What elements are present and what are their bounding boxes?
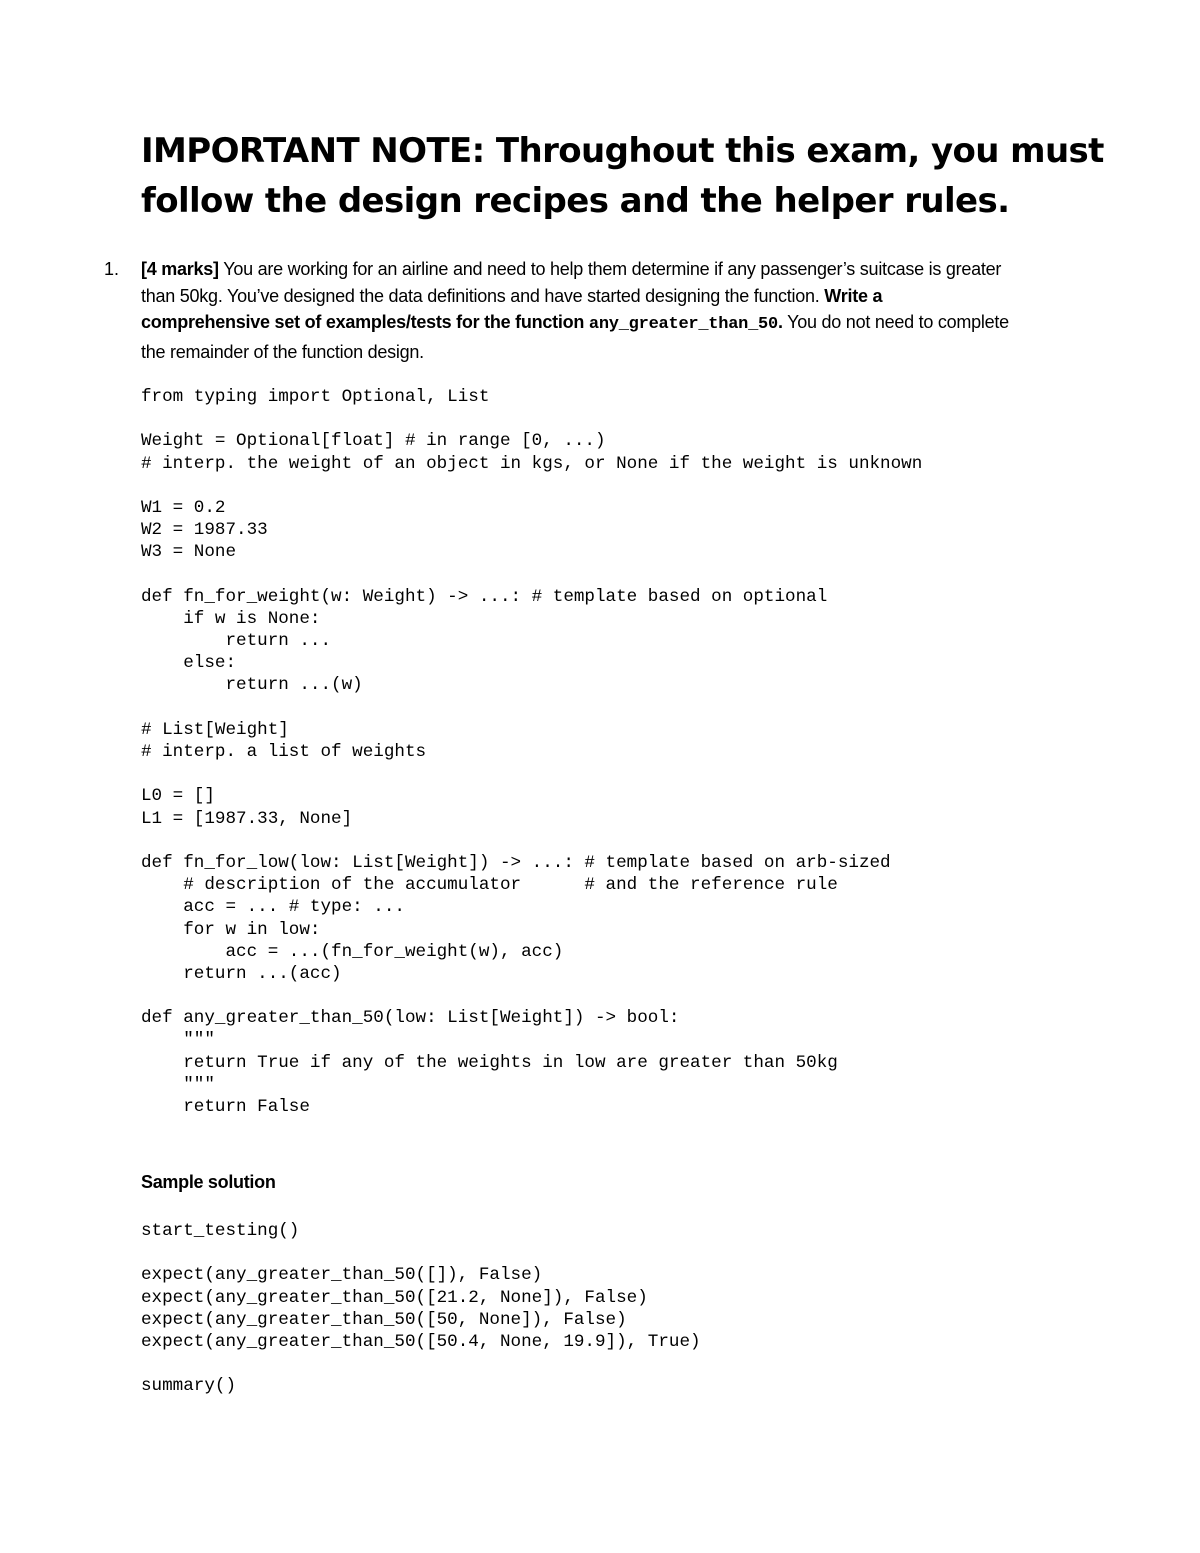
question-line-3 [141, 309, 1126, 339]
code-line: # description of the accumulator # and the reference rule [141, 875, 838, 896]
title-line-2: follow the design recipes and the helper rules. [141, 181, 1010, 221]
question-line-4: the remainder of the function design. [141, 341, 424, 362]
solution-heading: Sample solution [141, 1172, 276, 1192]
code-line: return False [141, 1097, 310, 1117]
solution-code-block [141, 1220, 701, 1398]
code-line: summary() [141, 1376, 237, 1397]
page-title [141, 126, 1131, 226]
code-line: Weight = Optional[float] # in range [0, ...) [141, 431, 606, 452]
code-line: return True if any of the weights in low are greater than 50kg [141, 1052, 838, 1073]
code-line: expect(any_greater_than_50([]), False) [141, 1265, 543, 1286]
code-line: if w is None: [141, 608, 321, 629]
question-line-3-bold: comprehensive set of examples/tests for the function [141, 312, 589, 332]
problem-code-block [141, 386, 922, 1118]
code-line: # List[Weight] [141, 719, 289, 740]
code-line [141, 1242, 701, 1264]
code-line: return ...(w) [141, 675, 363, 696]
code-line: W3 = None [141, 542, 237, 563]
question-line-2-text: than 50kg. You’ve designed the data definitions and have started designing the function. [141, 285, 825, 306]
code-line: def fn_for_low(low: List[Weight]) -> ...: # template based on arb-sized [141, 852, 891, 873]
code-line: start_testing() [141, 1221, 300, 1241]
code-line: return ... [141, 631, 332, 652]
code-line: # interp. the weight of an object in kgs, or None if the weight is unknown [141, 453, 923, 474]
code-line [141, 697, 922, 719]
question-text [141, 256, 1126, 365]
code-line [141, 564, 922, 586]
code-line: L0 = [] [141, 786, 215, 807]
title-line-1: IMPORTANT NOTE: Throughout this exam, you must [141, 131, 1104, 171]
code-line: expect(any_greater_than_50([21.2, None]), False) [141, 1287, 648, 1308]
code-line: """ [141, 1030, 215, 1051]
code-line [141, 1353, 701, 1375]
question-line-1-text: You are working for an airline and need to help them determine if any passenger’s suitcase is greater [218, 259, 1002, 279]
code-line: expect(any_greater_than_50([50, None]), False) [141, 1309, 627, 1330]
code-line [141, 408, 922, 430]
question-line-3-text: You do not need to complete [782, 312, 1009, 332]
code-line [141, 830, 922, 852]
code-line: for w in low: [141, 919, 321, 940]
question-line-3-period: . [777, 312, 783, 332]
code-line: from typing import Optional, List [141, 387, 490, 407]
code-line: """ [141, 1074, 215, 1095]
code-line: expect(any_greater_than_50([50.4, None, 19.9]), True) [141, 1331, 701, 1352]
code-line: W2 = 1987.33 [141, 520, 268, 541]
code-line: # interp. a list of weights [141, 742, 427, 762]
code-line [141, 985, 922, 1007]
code-line: return ...(acc) [141, 963, 342, 984]
code-line: acc = ... # type: ... [141, 897, 405, 918]
code-line: else: [141, 653, 237, 674]
marks-label: [4 marks] [141, 259, 219, 279]
code-line: def fn_for_weight(w: Weight) -> ...: # template based on optional [141, 586, 828, 607]
code-line: def any_greater_than_50(low: List[Weight]) -> bool: [141, 1008, 680, 1029]
code-line [141, 763, 922, 785]
question-line-1 [141, 256, 1126, 283]
question-number: 1. [104, 259, 120, 279]
question-line-2 [141, 283, 1126, 310]
code-line: acc = ...(fn_for_weight(w), acc) [141, 941, 564, 962]
code-line: L1 = [1987.33, None] [141, 808, 353, 829]
code-line [141, 475, 922, 497]
question-line-2-bold: Write a [824, 285, 883, 306]
function-name-inline: any_greater_than_50 [588, 315, 778, 334]
code-line: W1 = 0.2 [141, 497, 226, 518]
